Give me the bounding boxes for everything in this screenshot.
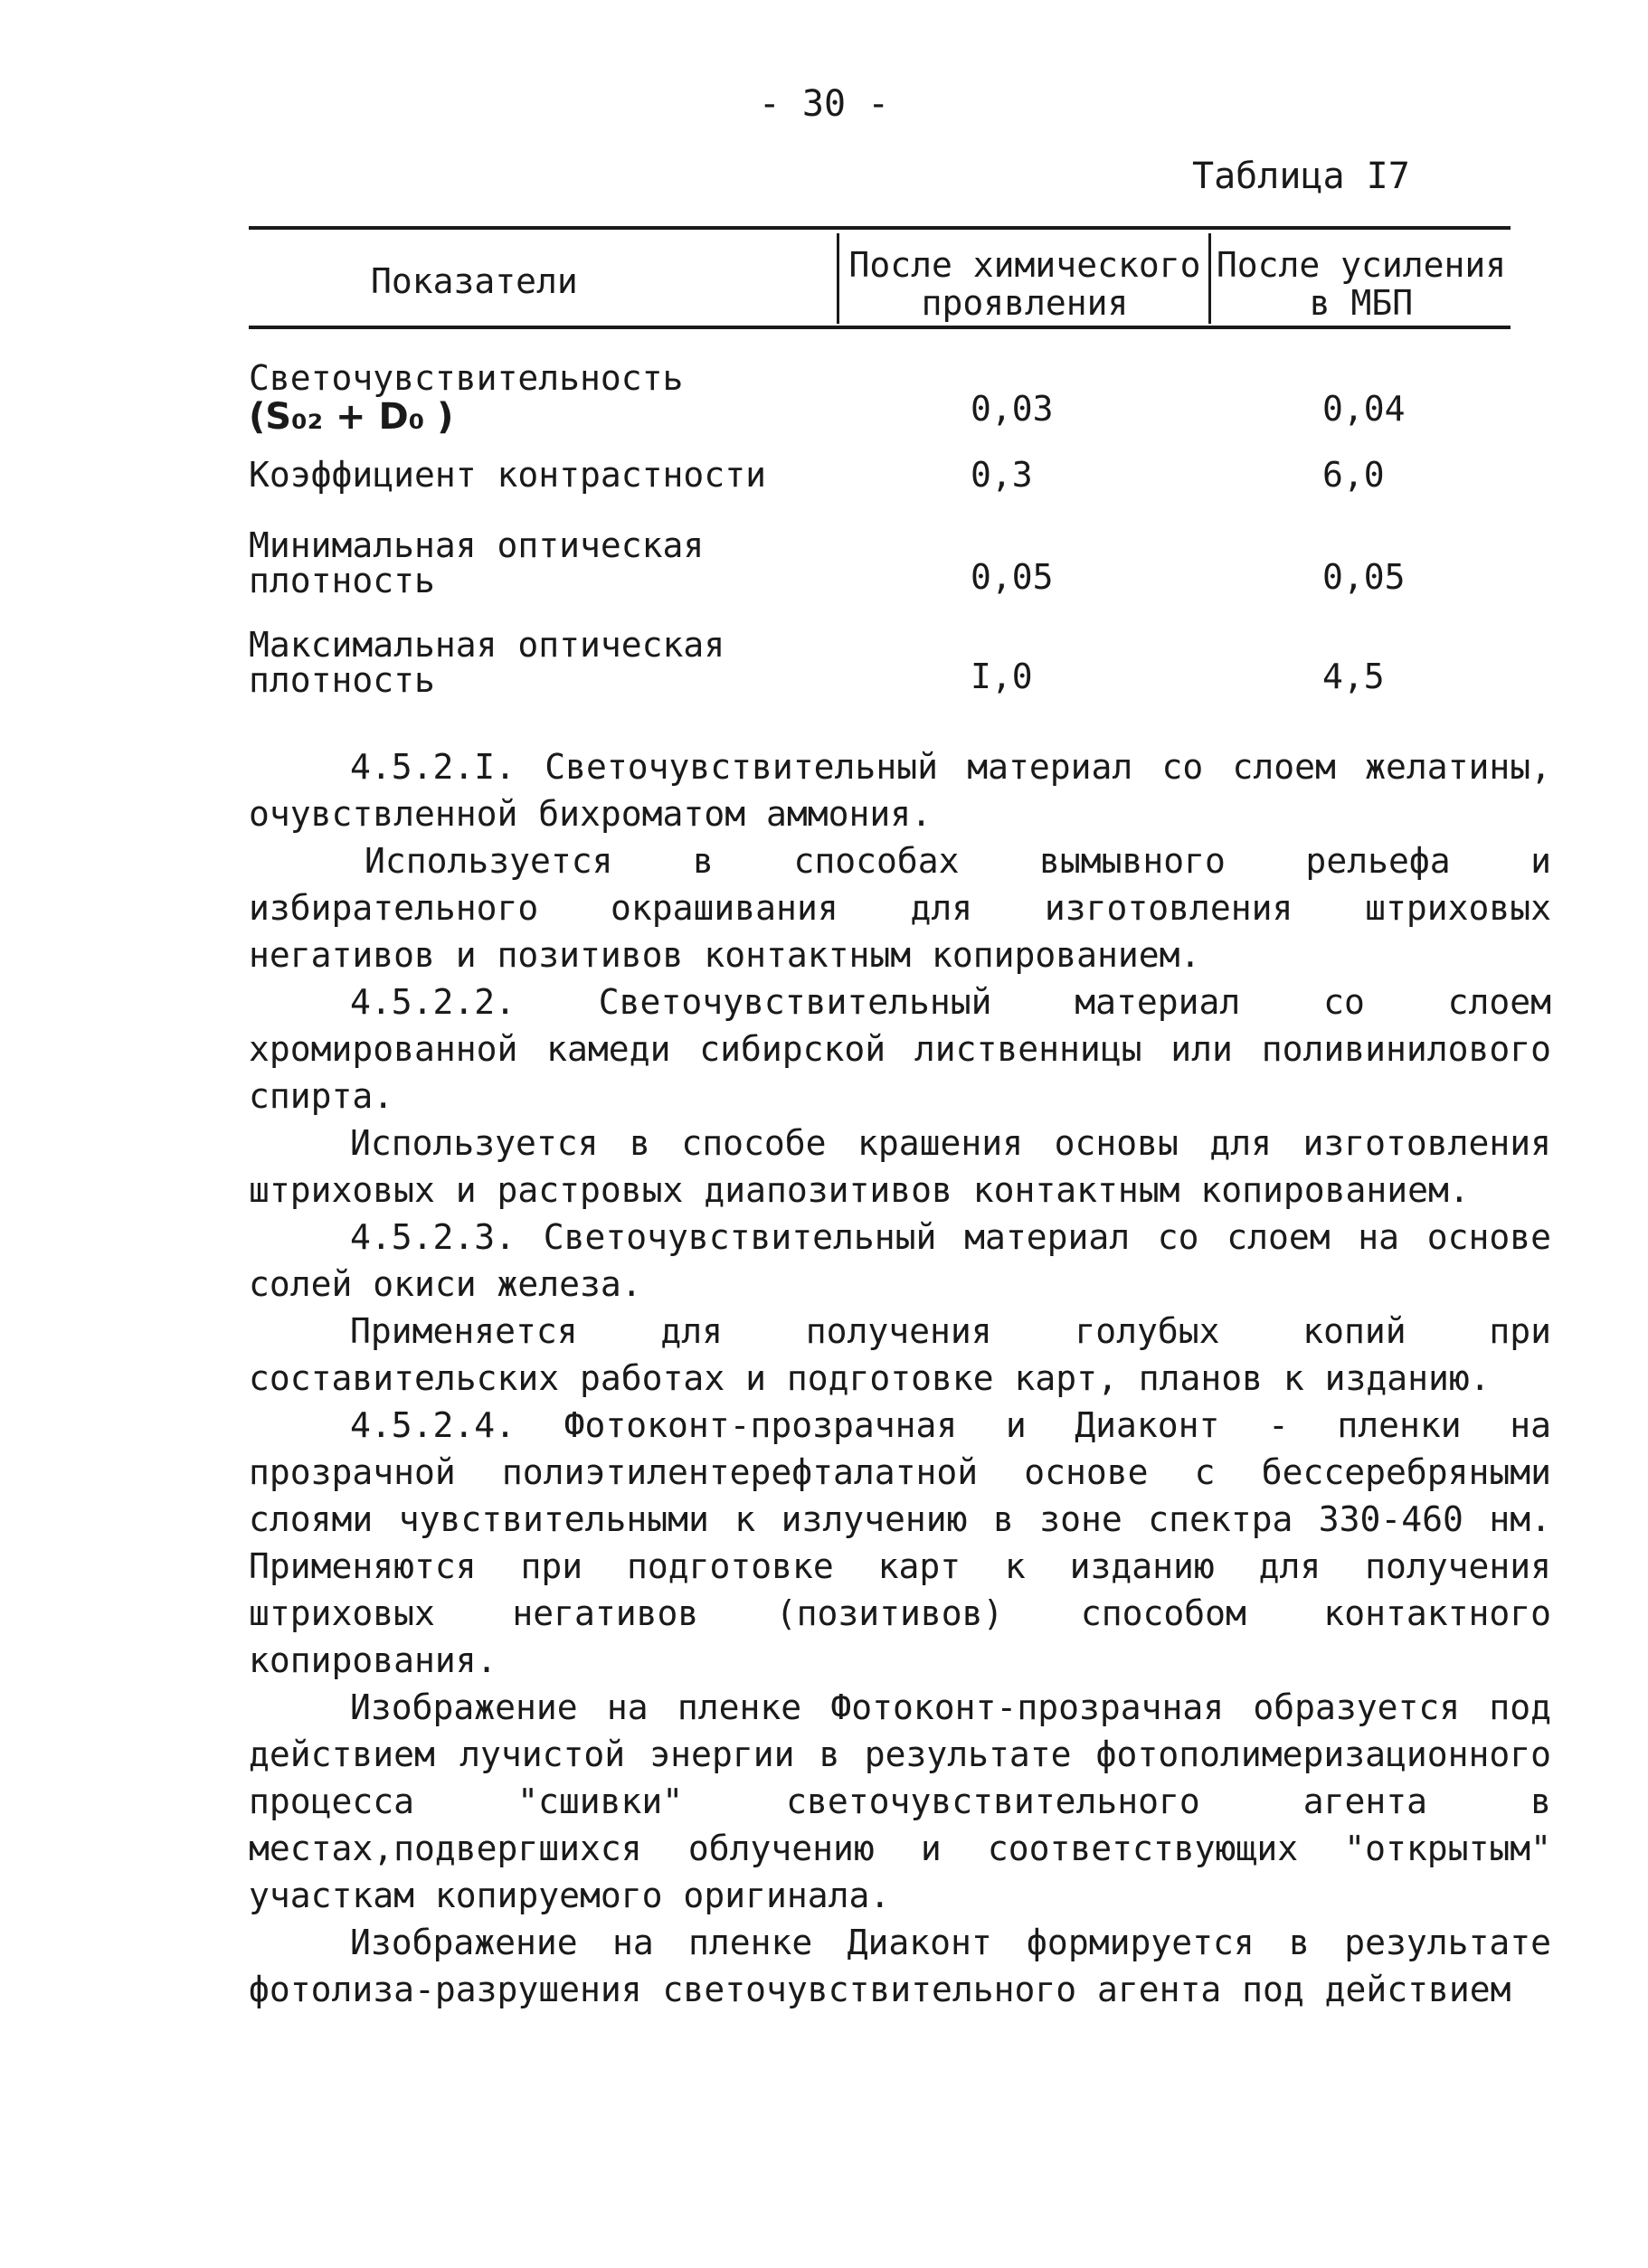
row-value: 0,03 (971, 389, 1054, 429)
header-line: После усиления (1216, 245, 1507, 285)
header-after-chemical-development (843, 246, 1207, 322)
row-value: 0,3 (971, 455, 1033, 495)
row-label: Светочувствительность (249, 358, 684, 398)
paragraph: 4.5.2.3. Светочувствительный материал со слоем на основе солей окиси железа. (249, 1217, 1551, 1304)
table-header-separator (837, 233, 839, 324)
paragraph: Изображение на пленке Диаконт формируется в результате фотолиза-разрушения светочувствительного агента под действием (249, 1923, 1551, 2009)
paragraph: Используется в способе крашения основы для изготовления штриховых и растровых диапозитивов контактным копированием. (249, 1123, 1551, 1210)
row-label: Коэффициент контрастности (249, 455, 766, 495)
paragraph: Изображение на пленке Фотоконт-прозрачная образуется под действием лучистой энергии в результате фотополимеризационного процесса "сшивки" светочувствительного агента в местах,подвергшихся облучению и соответствующих "открытым" участкам копируемого оригинала. (249, 1687, 1551, 1915)
table-caption: Таблица I7 (1192, 156, 1410, 197)
row-label-formula: (S₀₂ + D₀ ) (249, 396, 454, 438)
table-top-rule (249, 226, 1511, 230)
row-value: I,0 (971, 657, 1033, 696)
row-label: Максимальная оптическая (249, 625, 725, 665)
row-label: плотность (249, 561, 435, 600)
paragraph: 4.5.2.2. Светочувствительный материал со слоем хромированной камеди сибирской лиственницы или поливинилового спирта. (249, 982, 1551, 1116)
row-value: 0,05 (1322, 557, 1406, 597)
row-value: 4,5 (1322, 657, 1385, 696)
header-indicators: Показатели (371, 261, 578, 301)
paragraph: Применяется для получения голубых копий при составительских работах и подготовке карт, планов к изданию. (249, 1311, 1551, 1398)
header-after-amplification (1212, 246, 1511, 322)
row-value: 0,04 (1322, 389, 1406, 429)
row-value: 0,05 (971, 557, 1054, 597)
header-line: в МБП (1309, 283, 1414, 323)
header-line: проявления (921, 283, 1129, 323)
page-number: - 30 - (758, 83, 890, 125)
row-label: Минимальная оптическая (249, 525, 705, 565)
table-header-separator (1208, 233, 1211, 324)
paragraph: Используется в способах вымывного рельефа и избирательного окрашивания для изготовления штриховых негативов и позитивов контактным копированием. (249, 841, 1551, 975)
paragraph: 4.5.2.4. Фотоконт-прозрачная и Диаконт - пленки на прозрачной полиэтилентерефталатной основе с бессеребряными слоями чувствительными к излучению в зоне спектра 330-460 нм. Применяются при подготовке карт к изданию для получения штриховых негативов (позитивов) способом контактного копирования. (249, 1405, 1551, 1680)
body-text (249, 743, 1551, 2013)
row-label: плотность (249, 660, 435, 700)
paragraph: 4.5.2.I. Светочувствительный материал со слоем желатины, очувствленной бихроматом аммония. (249, 747, 1551, 834)
row-value: 6,0 (1322, 455, 1385, 495)
header-line: После химического (848, 245, 1201, 285)
table-header-rule (249, 326, 1511, 329)
